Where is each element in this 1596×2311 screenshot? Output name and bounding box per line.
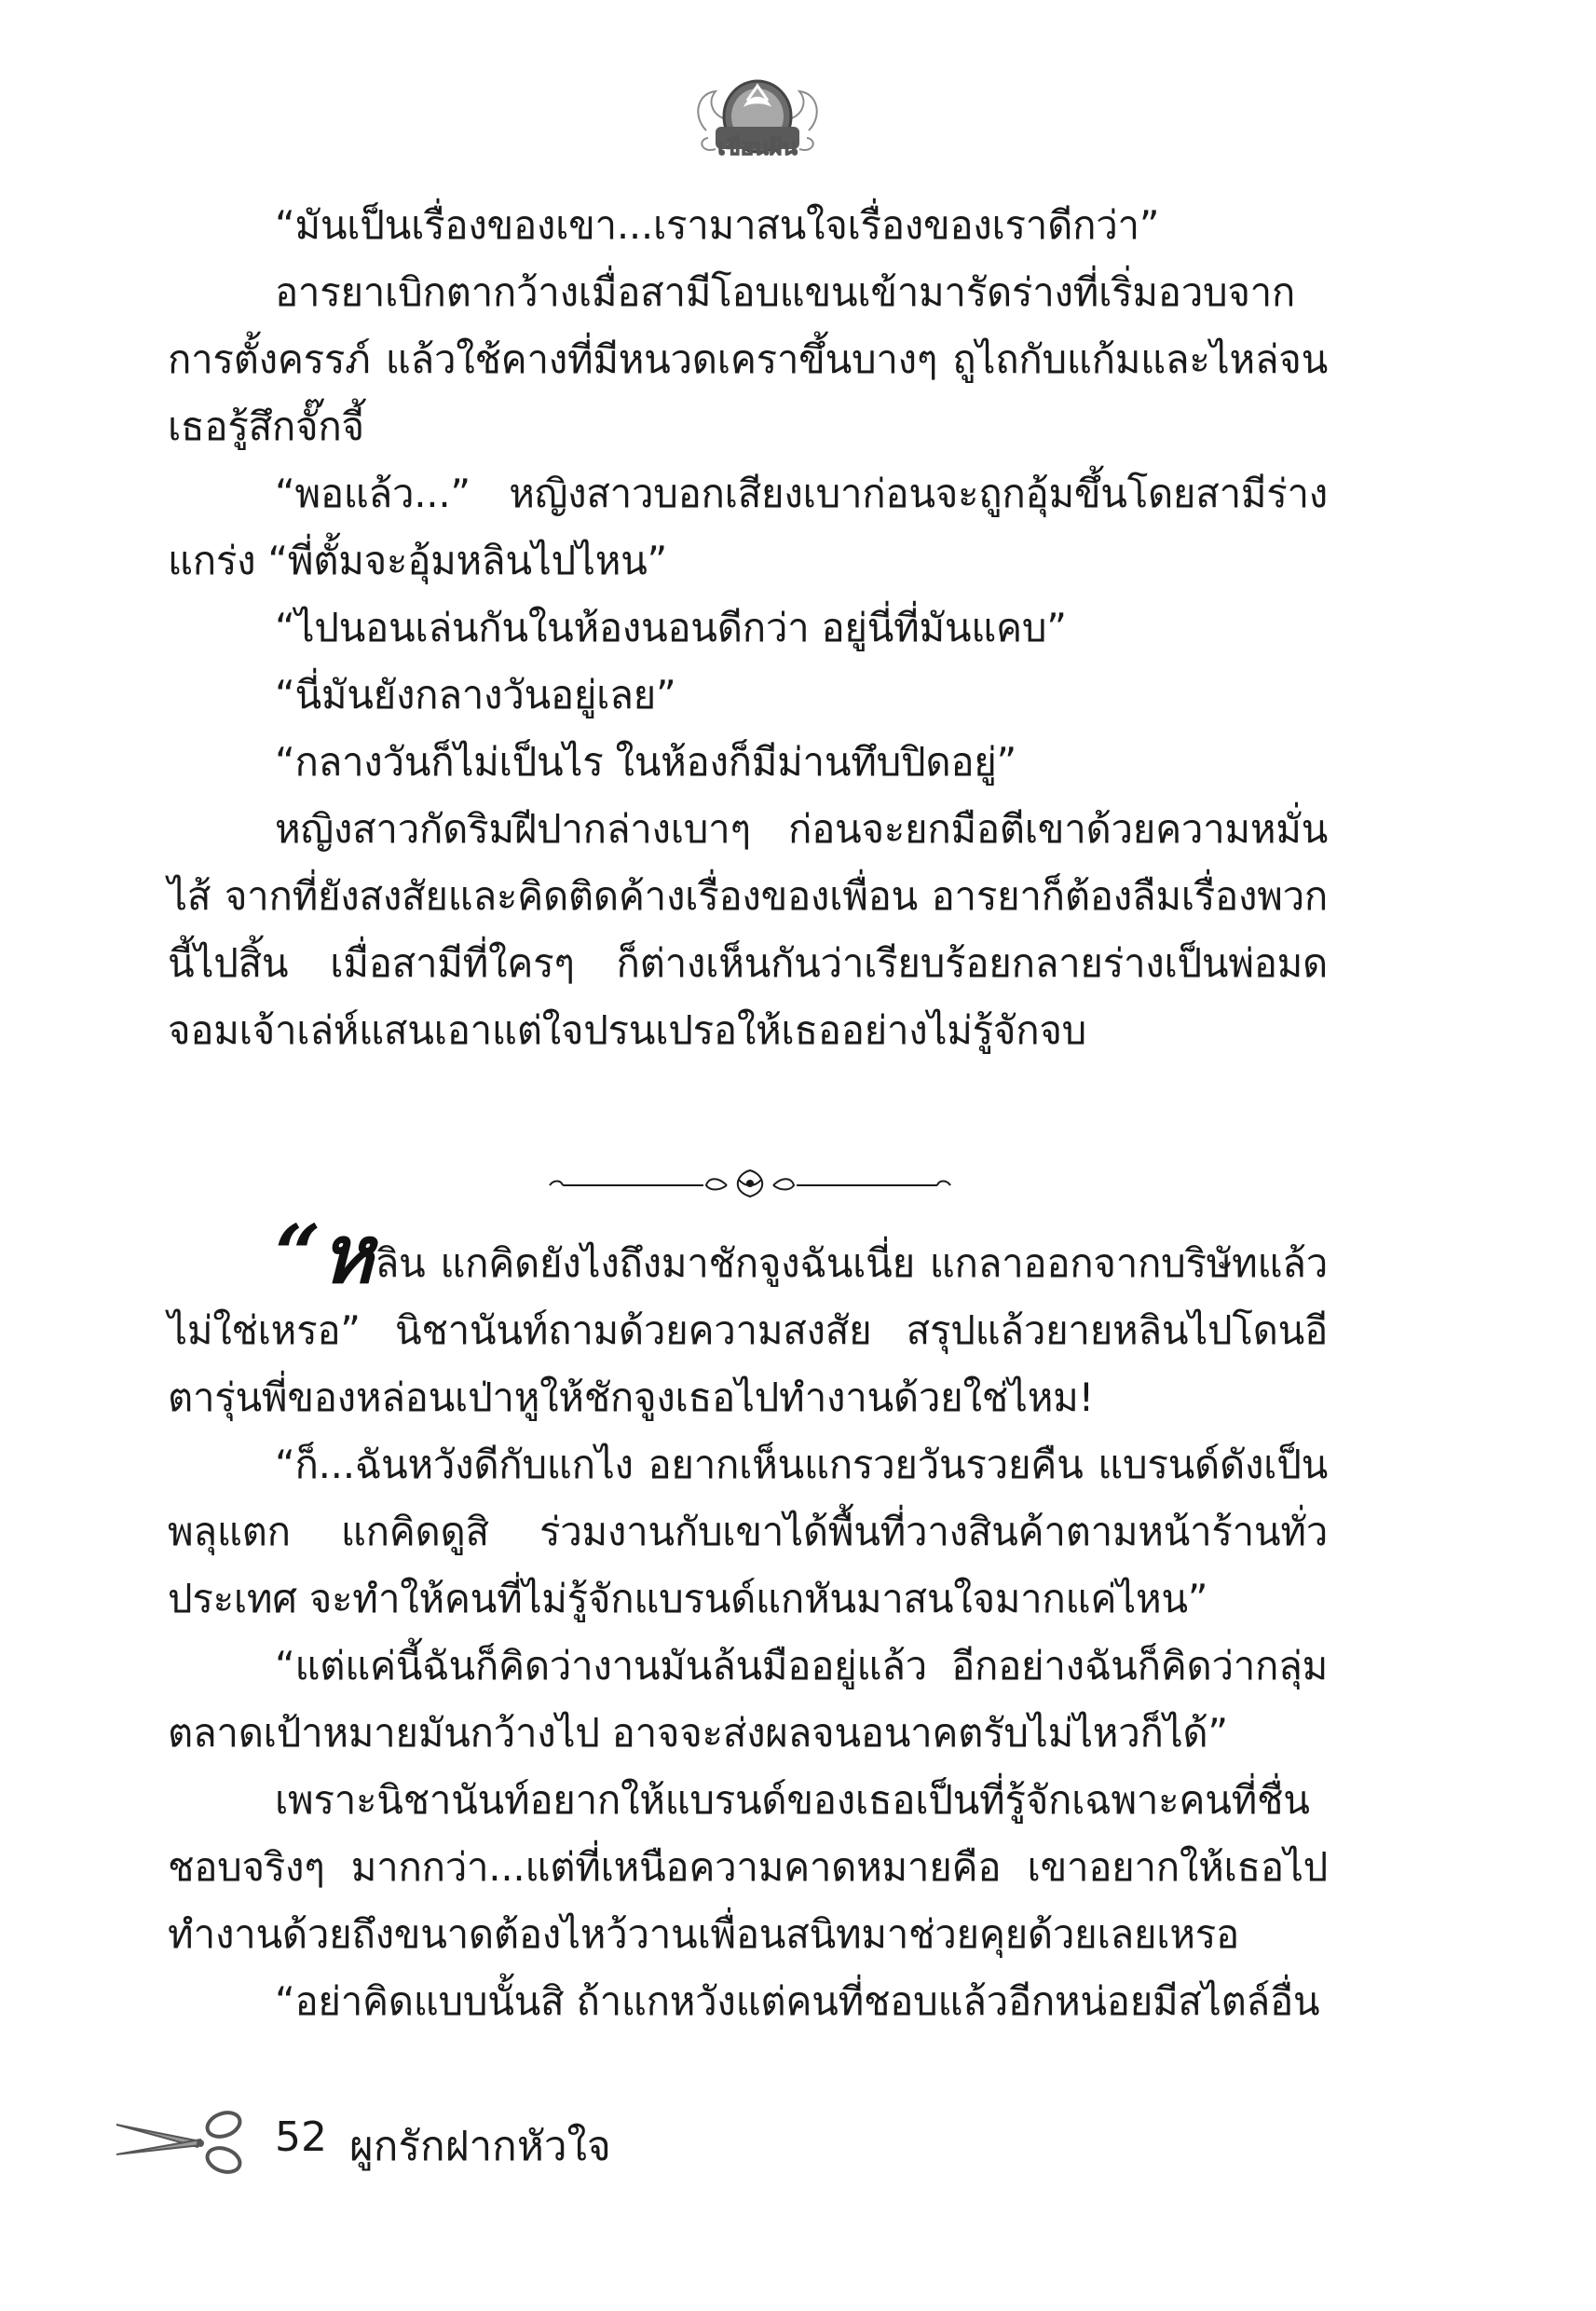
paragraph: “พอแล้ว...” หญิงสาวบอกเสียงเบาก่อนจะถูกอุ้มขึ้นโดยสามีร่างแกร่ง “พี่ตั้มจะอุ้มหลินไปไหน” bbox=[168, 471, 1328, 583]
dropcap: “ห bbox=[275, 1208, 374, 1302]
paragraph: “ก็...ฉันหวังดีกับแกไง อยากเห็นแกรวยวันรวยคืน แบรนด์ดังเป็นพลุแตก แกคิดดูสิ ร่วมงานกับเขาได้พื้นที่วางสินค้าตามหน้าร้านทั่วประเทศ จะทำให้คนที่ไม่รู้จักแบรนด์แกหันมาสนใจมากแค่ไหน” bbox=[168, 1442, 1328, 1621]
paragraph-with-dropcap bbox=[168, 1208, 1328, 1431]
paragraph: หญิงสาวกัดริมฝีปากล่างเบาๆ ก่อนจะยกมือตีเขาด้วยความหมั่นไส้ จากที่ยังสงสัยและคิดติดค้างเรื่องของเพื่อน อารยาก็ต้องลืมเรื่องพวกนี้ไปสิ้น เมื่อสามีที่ใครๆ ก็ต่างเห็นกันว่าเรียบร้อยกลายร่างเป็นพ่อมดจอมเจ้าเล่ห์แสนเอาแต่ใจปรนเปรอให้เธออย่างไม่รู้จักจบ bbox=[168, 806, 1328, 1053]
paragraph: “อย่าคิดแบบนั้นสิ ถ้าแกหวังแต่คนที่ชอบแล้วอีกหน่อยมีสไตล์อื่น bbox=[275, 1978, 1320, 2024]
paragraph: “นี่มันยังกลางวันอยู่เลย” bbox=[275, 672, 676, 718]
paragraph: เพราะนิชานันท์อยากให้แบรนด์ของเธอเป็นที่รู้จักเฉพาะคนที่ชื่นชอบจริงๆ มากกว่า...แต่ที่เหนือความคาดหมายคือ เขาอยากให้เธอไปทำงานด้วยถึงขนาดต้องไหว้วานเพื่อนสนิทมาช่วยคุยด้วยเลยเหรอ bbox=[168, 1777, 1328, 1957]
paragraph: อารยาเบิกตากว้างเมื่อสามีโอบแขนเข้ามารัดร่างที่เริ่มอวบจากการตั้งครรภ์ แล้วใช้คางที่มีหนวดเคราขึ้นบางๆ ถูไถกับแก้มและไหล่จนเธอรู้สึกจั๊กจี้ bbox=[168, 269, 1328, 449]
section-1-text bbox=[168, 192, 1328, 1064]
paragraph: “แต่แค่นี้ฉันก็คิดว่างานมันล้นมืออยู่แล้ว อีกอย่างฉันก็คิดว่ากลุ่มตลาดเป้าหมายมันกว้างไป อาจจะส่งผลจนอนาคตรับไม่ไหวก็ได้” bbox=[168, 1643, 1328, 1756]
paragraph: “กลางวันก็ไม่เป็นไร ในห้องก็มีม่านทึบปิดอยู่” bbox=[275, 739, 1017, 785]
publisher-logo bbox=[688, 65, 827, 172]
page-footer bbox=[112, 2097, 857, 2181]
logo-text: เขียนฝัน bbox=[717, 134, 798, 160]
page-number: 52 bbox=[275, 2113, 327, 2161]
section-divider-ornament bbox=[540, 1165, 960, 1202]
paragraph-rest: ลิน แกคิดยังไงถึงมาชักจูงฉันเนี่ย แกลาออกจากบริษัทแล้วไม่ใช่เหรอ” นิชานันท์ถามด้วยความสงสัย สรุปแล้วยายหลินไปโดนอีตารุ่นพี่ของหล่อนเป่าหูให้ชักจูงเธอไปทำงานด้วยใช่ไหม! bbox=[168, 1240, 1328, 1420]
paragraph: “ไปนอนเล่นกันในห้องนอนดีกว่า อยู่นี่ที่มันแคบ” bbox=[275, 605, 1067, 650]
scissors-icon bbox=[112, 2097, 252, 2181]
paragraph: “มันเป็นเรื่องของเขา...เรามาสนใจเรื่องของเราดีกว่า” bbox=[275, 202, 1160, 248]
section-2-text bbox=[168, 1208, 1328, 2035]
book-title: ผูกรักฝากหัวใจ bbox=[349, 2123, 611, 2170]
